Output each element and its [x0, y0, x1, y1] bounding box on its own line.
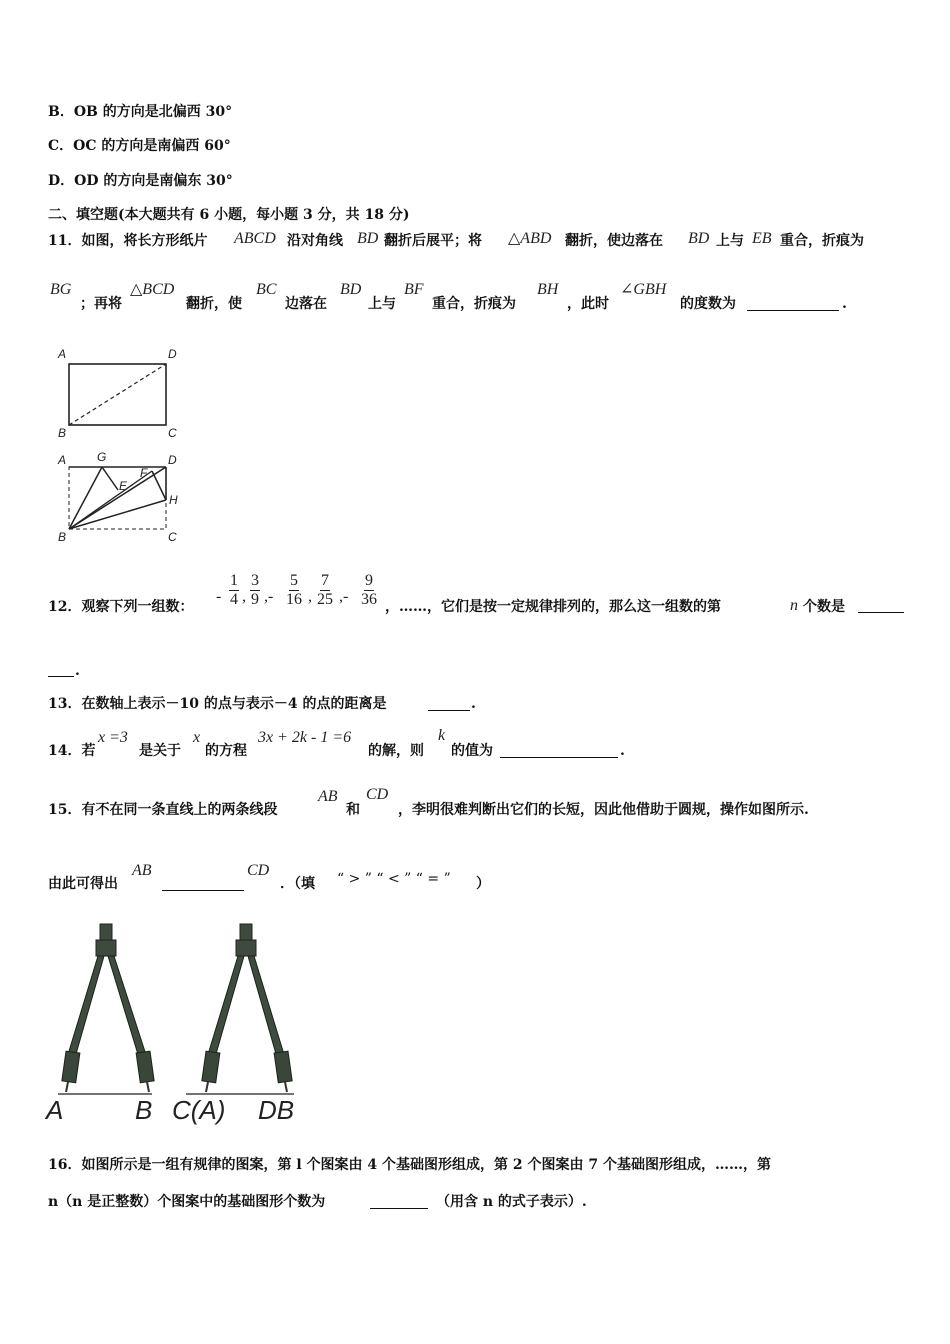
label-d: D: [168, 453, 177, 467]
label-a: A: [46, 1095, 64, 1125]
q15-text: ）: [476, 876, 490, 892]
q12-sep: ,-: [339, 588, 349, 605]
q11-math: BD: [340, 281, 362, 298]
answer-blank: [500, 743, 618, 758]
label-g: G: [97, 450, 107, 464]
q11-text: 翻折后展平；将: [384, 233, 482, 249]
q15-text: ．（填: [280, 876, 315, 892]
q12-suffix: 个数是: [803, 599, 845, 615]
q14-text: 是关于: [139, 743, 181, 759]
label-c-a: C(A): [172, 1095, 226, 1125]
q13-text: 13．在数轴上表示－10 的点与表示－4 的点的距离是: [48, 696, 387, 712]
q11-text: 上与: [716, 233, 744, 249]
option-d: D．OD 的方向是南偏东 30°: [48, 173, 233, 189]
label-f: F: [140, 466, 148, 480]
compass-left: [58, 924, 154, 1094]
q15-options: “ > ” “ < ” “ = ”: [337, 871, 451, 887]
q15-math: CD: [366, 786, 389, 803]
q11-math: ABCD: [234, 230, 276, 247]
answer-blank-cont: [48, 662, 74, 677]
q12-sep: ,-: [264, 588, 274, 605]
label-b: B: [135, 1095, 153, 1125]
q11-text: .: [842, 296, 847, 312]
q15-math: CD: [247, 862, 270, 879]
q14-math: x: [193, 729, 201, 746]
q12-suffix: ，……，它们是按一定规律排列的，那么这一组数的第: [385, 599, 721, 615]
label-d-b: DB: [258, 1095, 295, 1125]
answer-blank: [747, 296, 839, 311]
q12-fraction: $\frac{1}{4}$: [230, 572, 238, 608]
q12-fraction: $\frac{5}{16}$: [286, 572, 302, 608]
q14-text: 的解，则: [368, 743, 424, 759]
q11-figure-rectangle: [52, 344, 192, 440]
q11-text: 的度数为: [680, 296, 736, 312]
q12-sep: ,: [308, 588, 312, 605]
q12-math-n: n: [790, 597, 798, 614]
q11-text: ；再将: [80, 296, 122, 312]
label-a: A: [58, 453, 67, 467]
label-c: C: [168, 530, 177, 544]
q11-math: ∠GBH: [620, 281, 667, 298]
section-heading: 二、填空题(本大题共有 6 小题，每小题 3 分，共 18 分): [48, 207, 410, 223]
q15-text: 15．有不在同一条直线上的两条线段: [48, 802, 278, 818]
q14-math: k: [438, 727, 446, 744]
q14-text: 14．若: [48, 743, 96, 759]
compass-right: [186, 924, 294, 1094]
label-h: H: [169, 493, 178, 507]
q11-math: BD: [357, 230, 379, 247]
q11-text: 重合，折痕为: [432, 296, 516, 312]
answer-blank: [428, 696, 470, 711]
q12-fraction: $\frac{9}{36}$: [361, 572, 377, 608]
q14-end: .: [620, 743, 625, 759]
q14-text: 的方程: [205, 743, 247, 759]
q11-text: 11．如图，将长方形纸片: [48, 233, 208, 249]
q11-figure-fold: [52, 450, 192, 546]
q15-text: 由此可得出: [48, 876, 118, 892]
q12-prefix: 12．观察下列一组数：: [48, 599, 194, 615]
q15-math: AB: [132, 862, 152, 879]
answer-blank: [858, 598, 904, 613]
q11-math: △ABD: [508, 230, 552, 247]
q11-text: 沿对角线: [287, 233, 343, 249]
label-b: B: [58, 530, 67, 544]
q14-math: 3x + 2k - 1 =6: [258, 729, 352, 746]
label-e: E: [119, 479, 128, 493]
q12-fraction: $\frac{7}{25}$: [317, 572, 333, 608]
q16-text: （用含 n 的式子表示）.: [436, 1194, 587, 1210]
q15-math: AB: [318, 788, 338, 805]
label-c: C: [168, 426, 177, 440]
q11-text: ，此时: [567, 296, 609, 312]
q11-text: 翻折，使: [186, 296, 242, 312]
label-d: D: [168, 347, 177, 361]
q11-math: BG: [50, 281, 72, 298]
q16-line1: 16．如图所示是一组有规律的图案，第 l 个图案由 4 个基础图形组成，第 2 个图案由 7 个基础图形组成，……，第: [48, 1157, 772, 1173]
q12-sep: ,: [242, 588, 246, 605]
q14-text: 的值为: [451, 743, 493, 759]
q11-math: BD: [688, 230, 710, 247]
q14-math: x =3: [98, 729, 128, 746]
q15-compass-figure: [40, 916, 320, 1131]
option-b: B．OB 的方向是北偏西 30°: [48, 104, 233, 120]
q12-end: .: [75, 663, 80, 679]
answer-blank: [162, 876, 244, 891]
q16-text: n（n 是正整数）个图案中的基础图形个数为: [48, 1194, 326, 1210]
answer-blank: [370, 1194, 428, 1209]
q15-text: ，李明很难判断出它们的长短，因此他借助于圆规，操作如图所示.: [398, 802, 809, 818]
q15-text: 和: [346, 802, 360, 818]
label-b: B: [58, 426, 67, 440]
q11-text: 翻折，使边落在: [565, 233, 663, 249]
q13-end: .: [471, 696, 476, 712]
q11-text: 上与: [368, 296, 396, 312]
q11-text: 边落在: [285, 296, 327, 312]
q11-text: 重合，折痕为: [780, 233, 864, 249]
q11-math: EB: [752, 230, 772, 247]
q12-minus: -: [216, 588, 222, 605]
q12-fraction: $\frac{3}{9}$: [251, 572, 259, 608]
q11-math: BC: [256, 281, 277, 298]
q11-math: BF: [404, 281, 424, 298]
option-c: C．OC 的方向是南偏西 60°: [48, 138, 231, 154]
label-a: A: [58, 347, 67, 361]
q11-math: BH: [537, 281, 559, 298]
q11-math: △BCD: [130, 281, 175, 298]
